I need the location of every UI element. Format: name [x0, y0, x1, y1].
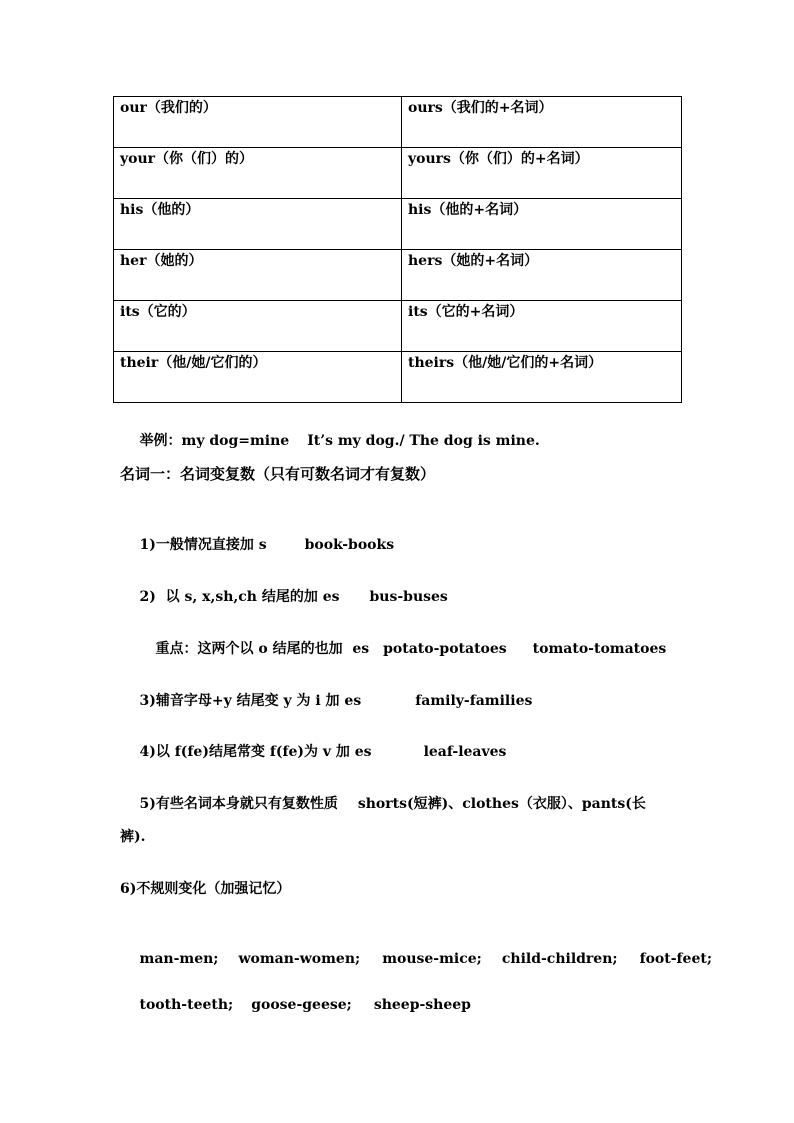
- rule-1: [120, 518, 394, 572]
- rule-text: 1)一般情况直接加 s: [139, 537, 267, 553]
- irregular-pair: man-men;: [139, 951, 219, 967]
- irregular-pair: child-children;: [501, 951, 618, 967]
- table-cell-adjective: your（你（们）的）: [114, 148, 402, 199]
- rule-3: [120, 674, 532, 728]
- table-row: [114, 250, 682, 301]
- rule-4: [120, 725, 506, 779]
- rule-5-continuation: 裤).: [120, 829, 146, 845]
- rule-text: 5)有些名词本身就只有复数性质: [139, 796, 338, 812]
- note-text: 重点：这两个以 o 结尾的也加 es: [155, 641, 370, 657]
- rule-example: leaf-leaves: [423, 744, 507, 760]
- table-cell-adjective: his（他的）: [114, 199, 402, 250]
- rule-text: 3)辅音字母+y 结尾变 y 为 i 加 es: [139, 693, 362, 709]
- example-text: It’s my dog./ The dog is mine.: [307, 433, 540, 449]
- table-row: [114, 97, 682, 148]
- irregular-pair: foot-feet;: [639, 951, 713, 967]
- rule-text: 2) 以 s, x,sh,ch 结尾的加 es: [139, 589, 340, 605]
- rule-example: family-families: [415, 693, 533, 709]
- pronoun-table: [113, 96, 682, 403]
- irregular-pair: woman-women;: [238, 951, 361, 967]
- table-cell-pronoun: its（它的+名词）: [402, 301, 682, 352]
- table-cell-pronoun: hers（她的+名词）: [402, 250, 682, 301]
- table-cell-adjective: its（它的）: [114, 301, 402, 352]
- rule-2-note: [136, 622, 666, 676]
- table-cell-pronoun: his（他的+名词）: [402, 199, 682, 250]
- example-label: 举例：my dog=mine: [139, 433, 290, 449]
- note-example: potato-potatoes: [383, 641, 507, 657]
- table-row: [114, 148, 682, 199]
- rule-example: book-books: [304, 537, 395, 553]
- rule-2: [120, 570, 448, 624]
- rule-text: 4)以 f(fe)结尾常变 f(fe)为 v 加 es: [139, 744, 372, 760]
- table-row: [114, 199, 682, 250]
- table-cell-adjective: our（我们的）: [114, 97, 402, 148]
- table-cell-pronoun: theirs（他/她/它们的+名词）: [402, 352, 682, 403]
- table-row: [114, 301, 682, 352]
- table-cell-pronoun: ours（我们的+名词）: [402, 97, 682, 148]
- table-row: [114, 352, 682, 403]
- irregular-pair: tooth-teeth;: [139, 997, 234, 1013]
- irregular-line-2: [120, 978, 471, 1032]
- rule-5: [120, 777, 646, 831]
- table-cell-pronoun: yours（你（们）的+名词）: [402, 148, 682, 199]
- irregular-pair: goose-geese;: [251, 997, 352, 1013]
- section-title: 名词一：名词变复数（只有可数名词才有复数）: [120, 465, 436, 483]
- irregular-pair: mouse-mice;: [382, 951, 482, 967]
- rule-6: 6)不规则变化（加强记忆）: [120, 881, 291, 897]
- rule-example: shorts(短裤)、clothes（衣服）、pants(长: [357, 796, 646, 812]
- example-line: [120, 414, 540, 468]
- rule-example: bus-buses: [369, 589, 448, 605]
- note-example: tomato-tomatoes: [532, 641, 667, 657]
- table-cell-adjective: her（她的）: [114, 250, 402, 301]
- table-cell-adjective: their（他/她/它们的）: [114, 352, 402, 403]
- irregular-pair: sheep-sheep: [373, 997, 471, 1013]
